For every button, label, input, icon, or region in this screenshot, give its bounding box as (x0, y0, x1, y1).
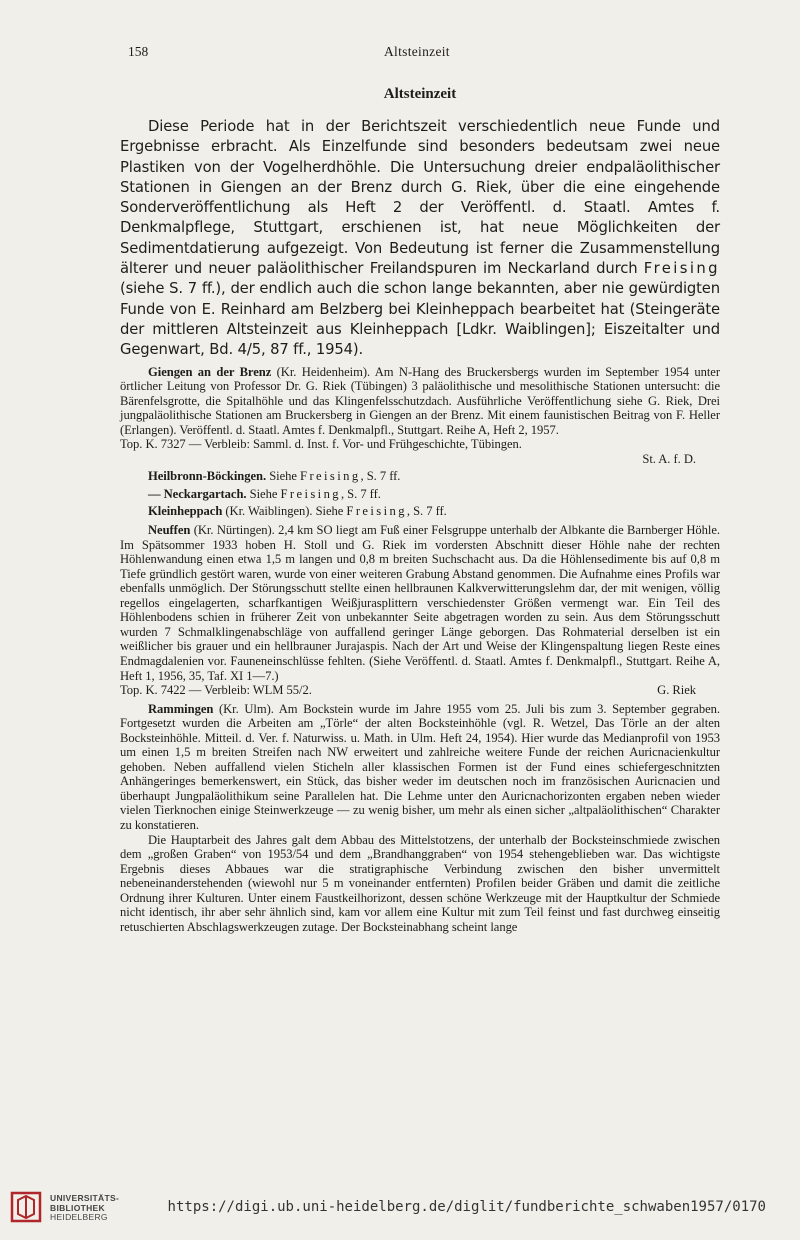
entry-lemma: Neuffen (148, 523, 191, 538)
entry-neuffen: Neuffen (Kr. Nürtingen). 2,4 km SO liegt am Fuß einer Felsgruppe unterhalb der Albkante die Barnberger Höhle. Im Spätsommer 1933 hoben H. Stoll und G. Riek im vordersten Abschnitt dieser Höhle nahe der rechten Höhlenwandung einen etwa 1,5 m langen und 0,8 m breiten Suchschacht aus. Da die Höhlensedimente bis auf 0,8 m Tiefe gründlich gestört waren, wurde von einer weiteren Grabung Abstand genommen. Die Aufnahme eines Profils war ebenfalls unmöglich. Der Störungsschutt stellte einen hellbraunen Kalkverwitterungslehm dar, der mit wenigen, völlig regellos eingelagerten, scharfkantigen Weißjurasplittern verschiedenster Größen vermengt war. Ein Teil des Höhlenbodens schien in früherer Zeit von unbekannter Seite abgetragen worden zu sein. Aus dem Störungsschutt wurden 7 Schmalklingenabschläge von auffallend geringer Länge geborgen. Das Rohmaterial derselben ist ein weißlicher bis grauer und ein hellbrauner Jurajaspis. Nach der Art und Weise der Klingenspaltung liegen Reste eines Endmagdalenien vor. Fauneneinschlüsse fehlten. (Siehe Veröffentl. d. Staatl. Amtes f. Denkmalpfl., Stuttgart. Reihe A, Heft 1, 1956, 35, Taf. XI 1—7.) (120, 523, 720, 683)
permalink-url[interactable]: https://digi.ub.uni-heidelberg.de/diglit/fundberichte_schwaben1957/0170 (167, 1199, 766, 1215)
section-title: Altsteinzeit (383, 86, 457, 102)
entry-reference: Top. K. 7327 — Verbleib: Samml. d. Inst. f. Vor- und Frühgeschichte, Tübingen. (120, 437, 522, 452)
entry-kleinheppach: Kleinheppach (Kr. Waiblingen). Siehe Freising, S. 7 ff. (148, 504, 447, 519)
page-content (120, 86, 720, 934)
page-number: 158 (128, 44, 149, 59)
entry-heilbronn: Heilbronn-Böckingen. Siehe Freising, S. 7 ff. (148, 469, 401, 484)
entry-lemma: Kleinheppach (148, 504, 223, 519)
entry-signature: St. A. f. D. (642, 451, 696, 466)
entry-rammingen: Rammingen (Kr. Ulm). Am Bockstein wurde im Jahre 1955 vom 25. Juli bis zum 3. September gegraben. Fortgesetzt wurden die Arbeiten am „Törle“ der alten Bocksteinhöhle (vgl. R. Wetzel, Das Törle an der alten Bocksteinhöhle. Mitteil. d. Ver. f. Naturwiss. u. Math. in Ulm. Heft 24, 1954). Hier wurde das Medianprofil von 1953 um einen 1,5 m breiten Streifen nach NW erweitert und zahlreiche weitere Funde der reichen Auricnacienkultur gehoben. Neben auffallend vielen Sticheln aller klassischen Formen ist der Fund eines schiefergeschnitzten Anhängeringes bemerkenswert, ein Stück, das bisher weder im deutschen noch im französischen Auricnacien und überhaupt Jungpaläolithikum seine Parallelen hat. Die Lehme unter den Auricnachorizonten ergaben neben wieder vielen Tierknochen einige Steinwerkzeuge — zu wenig bisher, um mehr als einen sicher „altpaläolithischen“ Charakter zu konstatieren. (120, 701, 720, 832)
spaced-name: Freising (643, 260, 720, 278)
intro-paragraph: Diese Periode hat in der Berichtszeit verschiedentlich neue Funde und Ergebnisse erbracht. Als Einzelfunde sind besonders bedeutsam zwei neue Plastiken von der Vogelherdhöhle. Die Untersuchung dreier endpaläolithischer Stationen in Giengen an der Brenz durch G. Riek, über die eine eingehende Sonderveröffentlichung als Heft 2 der Veröffentl. d. Staatl. Amtes f. Denkmalpflege, Stuttgart, erschienen ist, hat neue Möglichkeiten der Sedimentdatierung aufgezeigt. Von Bedeutung ist ferner die Zusammenstellung älterer und neuer paläolithischer Freilandspuren im Neckarland durch Freising (siehe S. 7 ff.), der endlich auch die schon lange bekannten, aber nie gewürdigten Funde von E. Reinhard am Belzberg bei Kleinheppach bearbeitet hat (Steingeräte der mittleren Altsteinzeit aus Kleinheppach [Ldkr. Waiblingen]; Eiszeitalter und Gegenwart, Bd. 4/5, 87 ff., 1954). (120, 118, 720, 359)
entry-signature: G. Riek (657, 683, 696, 698)
entry-lemma: — Neckargartach. (148, 486, 247, 501)
entry-reference-line: Top. K. 7422 — Verbleib: WLM 55/2. G. Riek (120, 683, 720, 698)
running-title: Altsteinzeit (384, 44, 450, 59)
library-seal-icon (10, 1190, 44, 1224)
entry-rammingen-continued: Die Hauptarbeit des Jahres galt dem Abbau des Mittelstotzens, der unterhalb der Bocksteinschmiede zwischen dem „großen Graben“ von 1953/54 und dem „Brandhanggraben“ von 1954 stehengeblieben war. Das wichtigste Ergebnis dieses Abbaues war die stratigraphische Verbindung zwischen den bisher unvermittelt nebeneinanderstehenden (wiewohl nur 5 m voneinander entfernten) Profilen beider Gräben und damit die zeitliche Ordnung ihrer Kulturen. Unter einem Faustkeilhorizont, dessen schöne Werkzeuge mit der Hauptkultur der Schmiede nicht identisch, ihr aber sehr ähnlich sind, kam vor allem eine Kultur mit zum Teil feinst und fast durchweg einseitig retuschierten Abschlagswerkzeugen zutage. Der Bocksteinabhang scheint lange (120, 832, 720, 934)
entry-lemma: Heilbronn-Böckingen. (148, 469, 267, 484)
library-logo-text: UNIVERSITÄTS- BIBLIOTHEK HEIDELBERG (50, 1193, 120, 1222)
entry-neckargartach: — Neckargartach. Siehe Freising, S. 7 ff. (148, 486, 381, 501)
entry-lemma: Rammingen (148, 701, 214, 716)
entry-giengen: Giengen an der Brenz (Kr. Heidenheim). Am N-Hang des Bruckersbergs wurden im September 1954 unter örtlicher Leitung von Professor Dr. G. Riek (Tübingen) 3 paläolithische und mesolithische Stationen untersucht: die Bärenfelsgrotte, die Spitalhöhle und das Klingenfelsschutzdach. Ausführliche Veröffentlichung siehe G. Riek, Drei jungpaläolithische Stationen am Bruckersberg in Giengen an der Brenz. Mit einem faunistischen Beitrag von F. Heller (Erlangen). Veröffentl. d. Staatl. Amtes f. Denkmalpfl., Stuttgart. Reihe A, Heft 2, 1957. (120, 364, 720, 437)
entry-lemma: Giengen an der Brenz (148, 364, 272, 379)
